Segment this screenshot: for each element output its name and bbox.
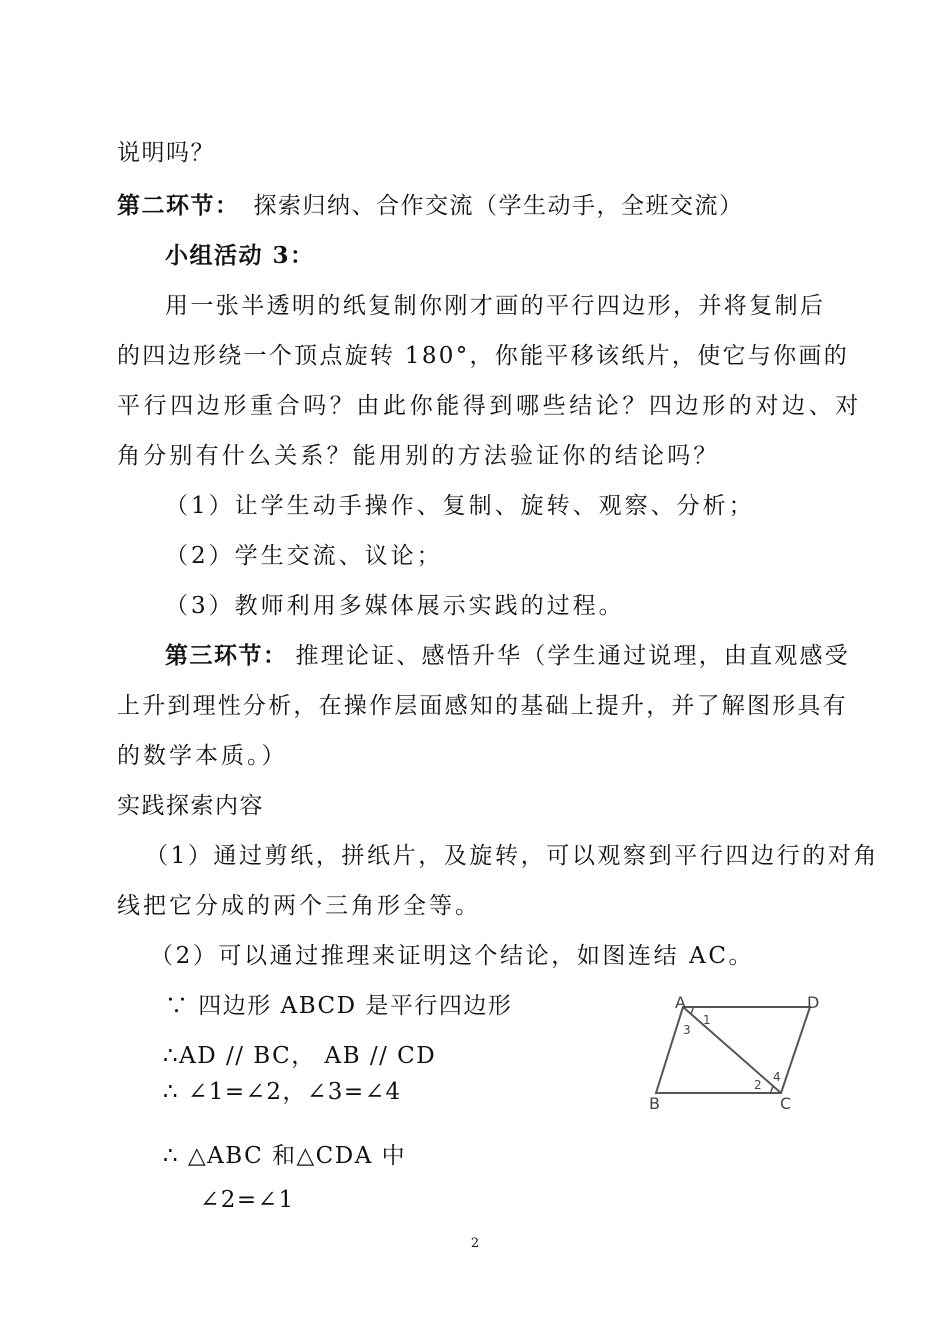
page-number: 2 [470, 1236, 480, 1251]
text-line: 平行四边形重合吗？由此你能得到哪些结论？四边形的对边、对 [117, 393, 862, 419]
section-heading [117, 187, 744, 220]
text-line: 的数学本质。） [117, 743, 288, 769]
text-line: 用一张半透明的纸复制你刚才画的平行四边形，并将复制后 [165, 293, 826, 319]
text-line: （2）可以通过推理来证明这个结论，如图连结 AC。 [150, 943, 755, 969]
proof-step: ∴AD // BC， AB // CD [163, 1043, 437, 1069]
list-item: （2）学生交流、议论； [165, 543, 443, 569]
vertex-label-a: A [675, 993, 686, 1012]
angle-label-4: 4 [773, 1070, 781, 1084]
angle-label-3: 3 [683, 1023, 691, 1037]
text-line: 上升到理性分析，在操作层面感知的基础上提升，并了解图形具有 [117, 693, 848, 719]
diagonal-ac [683, 1007, 781, 1093]
section-label: 第三环节： [165, 642, 288, 669]
vertex-label-b: B [649, 1094, 660, 1113]
vertex-label-c: C [780, 1094, 792, 1113]
list-item: （1）让学生动手操作、复制、旋转、观察、分析； [165, 493, 755, 519]
proof-step: ∠2=∠1 [200, 1187, 295, 1213]
text-line: 线把它分成的两个三角形全等。 [117, 893, 481, 919]
section-heading [165, 637, 850, 670]
text-line: （1）通过剪纸，拼纸片，及旋转，可以观察到平行四边行的对角 [145, 843, 880, 869]
proof-step: ∵ 四边形 ABCD 是平行四边形 [165, 993, 513, 1019]
section-label: 第二环节： [117, 192, 240, 219]
angle-label-1: 1 [703, 1013, 711, 1027]
section-description: 探索归纳、合作交流（学生动手，全班交流） [253, 193, 744, 219]
vertex-label-d: D [807, 993, 820, 1012]
proof-step: ∴ ∠1=∠2，∠3=∠4 [163, 1079, 402, 1105]
section-description: 推理论证、感悟升华（学生通过说理，由直观感受 [295, 643, 850, 669]
text-line: 角分别有什么关系？能用别的方法验证你的结论吗？ [117, 443, 720, 469]
parallelogram-figure [645, 993, 835, 1113]
text-line: 说明吗？ [117, 140, 215, 166]
list-item: （3）教师利用多媒体展示实践的过程。 [165, 593, 625, 619]
activity-heading: 小组活动 3： [165, 242, 315, 269]
angle-label-2: 2 [754, 1078, 762, 1092]
proof-step: ∴ △ABC 和△CDA 中 [163, 1143, 407, 1169]
text-line: 实践探索内容 [117, 793, 264, 819]
text-line: 的四边形绕一个顶点旋转 180°，你能平移该纸片，使它与你画的 [117, 343, 850, 369]
